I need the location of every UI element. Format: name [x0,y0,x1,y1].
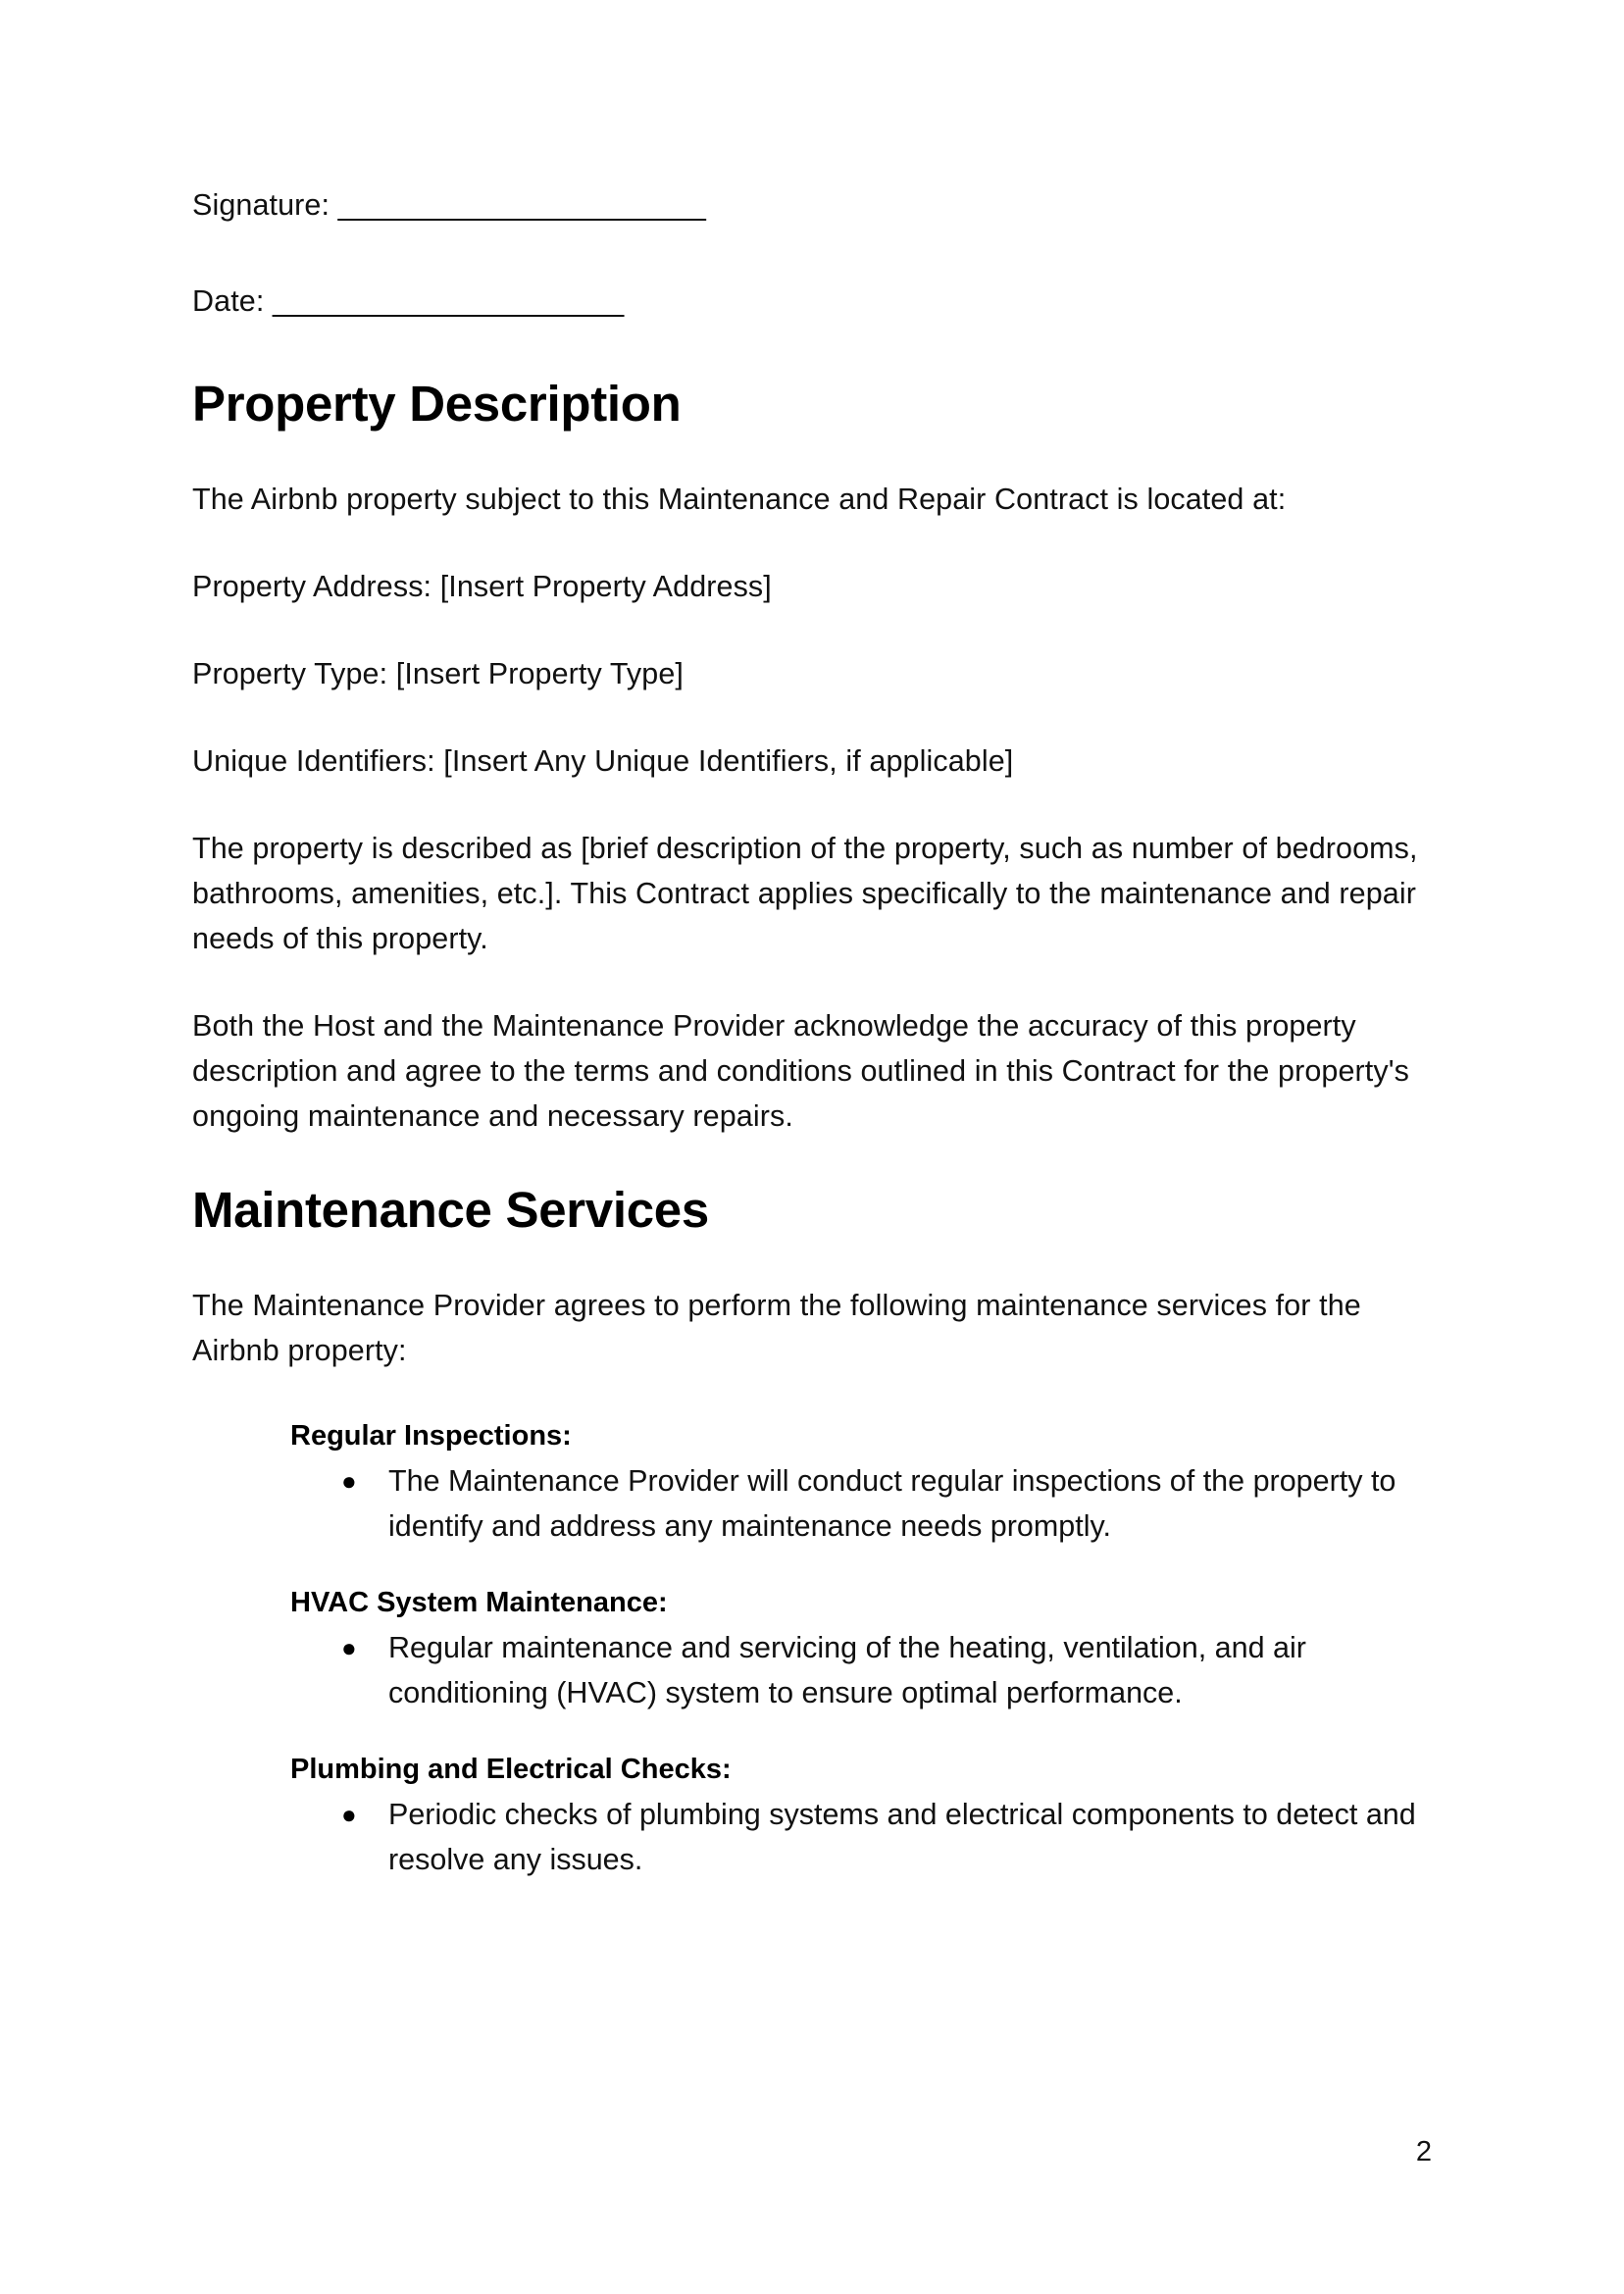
bullet-list-regular-inspections [192,1458,1428,1549]
section-property-description-header [192,375,1428,433]
paragraph-located-at: The Airbnb property subject to this Maintenance and Repair Contract is located at: [192,483,1287,516]
paragraph-host-acknowledgement: Both the Host and the Maintenance Provider acknowledge the accuracy of this property description and agree to the terms and conditions outlined in this Contract for the property's ongoing maintenance and necessary repairs. [192,1009,1410,1133]
service-title-plumbing-and-electrical-checks: Plumbing and Electrical Checks: [290,1754,732,1785]
paragraph-unique-identifiers: Unique Identifiers: [Insert Any Unique Identifiers, if applicable] [192,744,1014,778]
list-item [192,1625,1428,1715]
signature-line: Signature: ______________________ [192,188,706,222]
service-group-hvac-system-maintenance [192,1582,1428,1715]
service-title-regular-inspections: Regular Inspections: [290,1420,572,1452]
service-group-regular-inspections [192,1415,1428,1549]
bullet-list-hvac-system-maintenance [192,1625,1428,1715]
service-group-plumbing-and-electrical-checks [192,1749,1428,1882]
page-content [192,182,1428,1882]
date-line: Date: _____________________ [192,284,625,318]
section-maintenance-services-header [192,1181,1428,1240]
list-item [192,1792,1428,1882]
list-item-text: Periodic checks of plumbing systems and electrical components to detect and resolve any issues. [388,1798,1416,1876]
bullet-list-plumbing-and-electrical-checks [192,1792,1428,1882]
section-heading-maintenance-services: Maintenance Services [192,1182,709,1238]
bullet-dot-icon: ● [341,1633,357,1662]
service-title-hvac-system-maintenance: HVAC System Maintenance: [290,1587,668,1618]
list-item-text: Regular maintenance and servicing of the heating, ventilation, and air conditioning (HVAC) system to ensure optimal performance. [388,1631,1306,1709]
bullet-dot-icon: ● [341,1466,357,1496]
paragraph-property-type: Property Type: [Insert Property Type] [192,657,684,690]
bullet-dot-icon: ● [341,1800,357,1829]
list-item-text: The Maintenance Provider will conduct regular inspections of the property to identify and address any maintenance needs promptly. [388,1464,1396,1543]
list-item [192,1458,1428,1549]
section-heading-property-description: Property Description [192,376,682,432]
page-number: 2 [1415,2136,1432,2167]
maintenance-services-list [192,1415,1428,1882]
paragraph-maintenance-intro: The Maintenance Provider agrees to perform the following maintenance services for the Airbnb property: [192,1289,1361,1367]
paragraph-property-address: Property Address: [Insert Property Address] [192,570,772,603]
paragraph-property-described-as: The property is described as [brief description of the property, such as number of bedrooms, bathrooms, amenities, etc.]. This Contract applies specifically to the maintenance and repair needs of this property. [192,832,1418,955]
